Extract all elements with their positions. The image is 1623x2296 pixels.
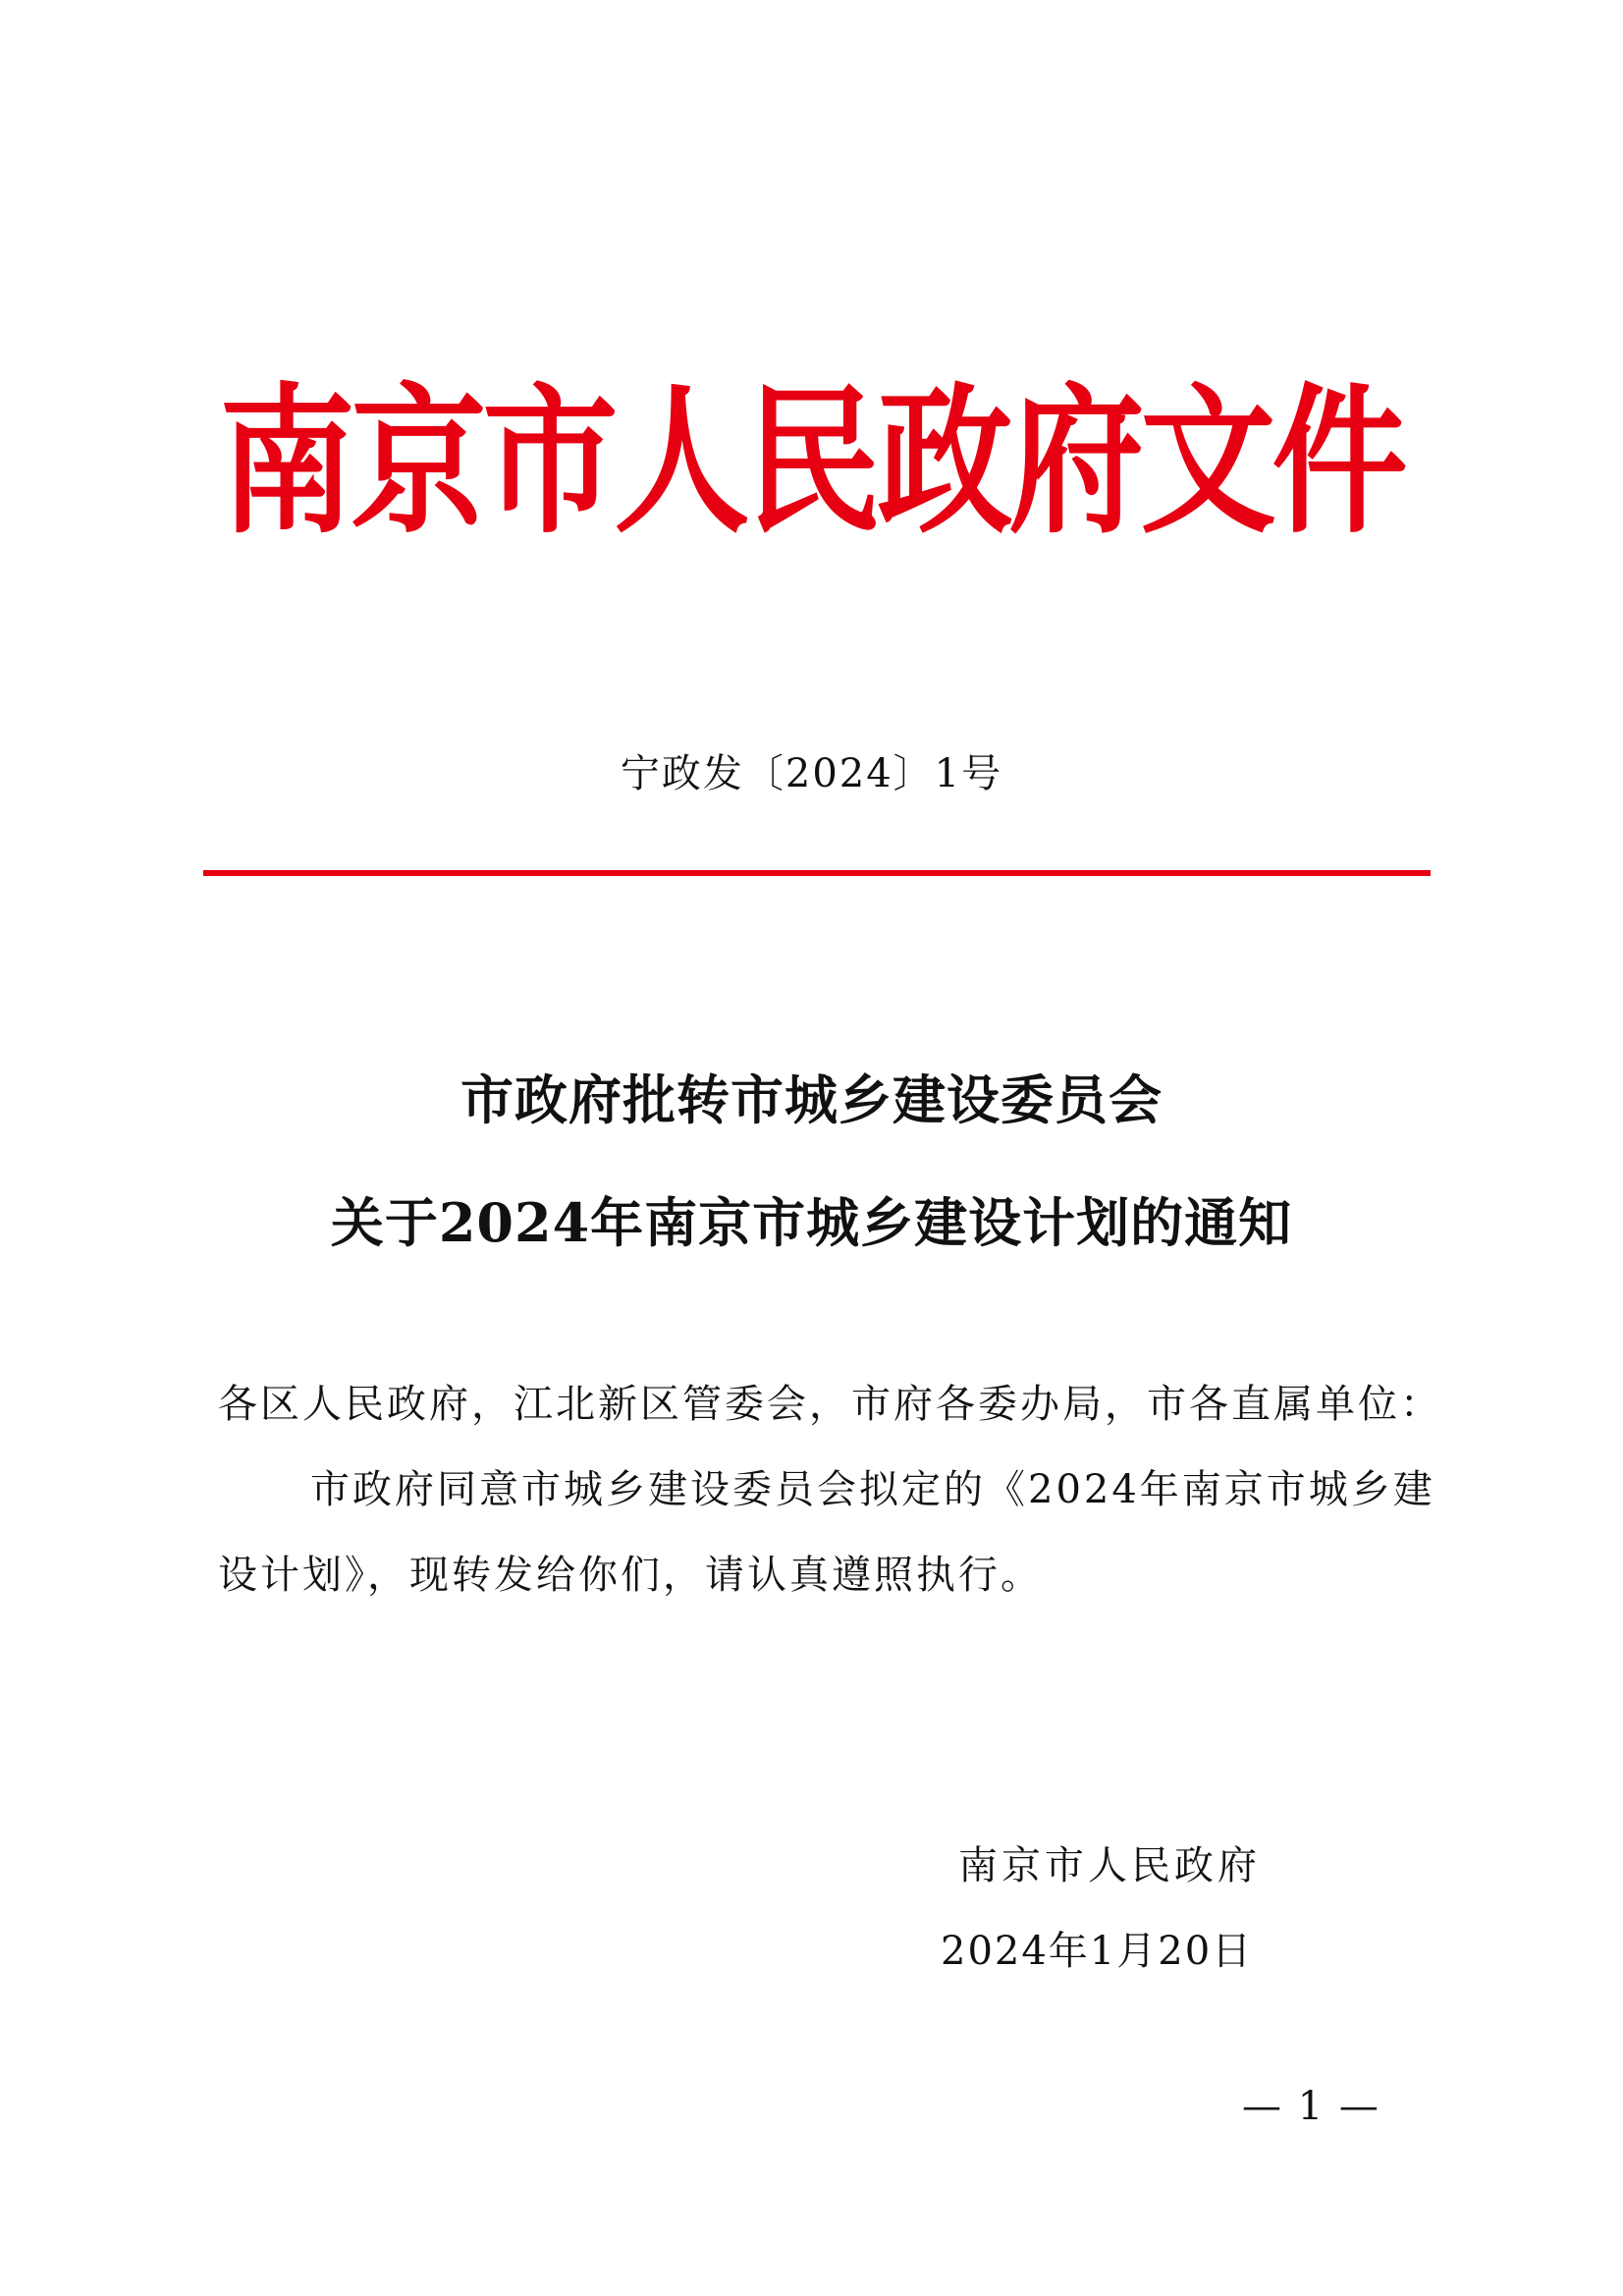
page-number: — 1 — [1242, 2084, 1380, 2129]
salutation: 各区人民政府，江北新区管委会，市府各委办局，市各直属单位： [218, 1382, 1442, 1427]
document-header-title: 南京市人民政府文件 [219, 366, 1404, 556]
red-divider-line [203, 870, 1431, 876]
document-title-line-1: 市政府批转市城乡建设委员会 [460, 1068, 1163, 1131]
body-paragraph-line-1: 市政府同意市城乡建设委员会拟定的《2024年南京市城乡建 [310, 1467, 1435, 1512]
document-number: 宁政发〔2024〕1号 [620, 751, 1003, 796]
signature-date: 2024年1月20日 [941, 1929, 1254, 1974]
document-title-line-2: 关于2024年南京市城乡建设计划的通知 [330, 1191, 1293, 1254]
body-paragraph-line-2: 设计划》，现转发给你们，请认真遵照执行。 [218, 1553, 1043, 1598]
signature-organization: 南京市人民政府 [958, 1843, 1261, 1888]
